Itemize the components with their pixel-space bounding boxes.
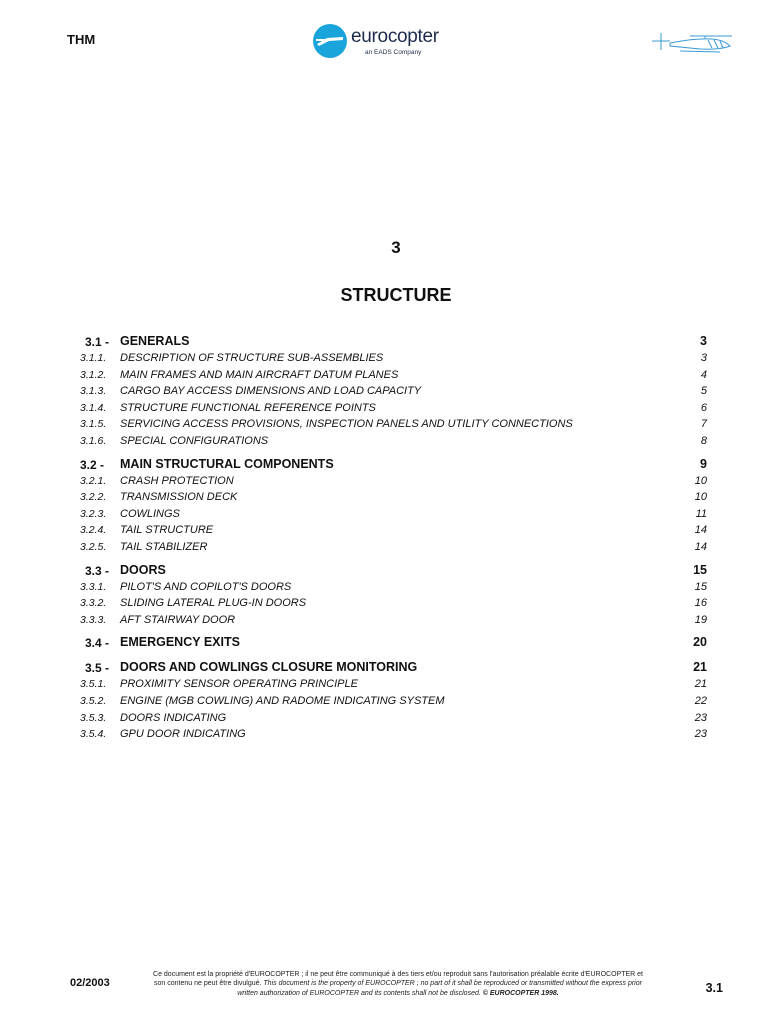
toc-entry[interactable]: [80, 433, 708, 450]
entry-page: 5: [700, 385, 707, 398]
footer-notice: [150, 970, 646, 998]
toc-section[interactable]: [80, 562, 708, 579]
section-page: 15: [693, 562, 707, 577]
entry-title: CRASH PROTECTION: [120, 474, 234, 487]
entry-number: 3.3.1.: [80, 580, 107, 593]
entry-title: ENGINE (MGB COWLING) AND RADOME INDICATING SYSTEM: [120, 694, 445, 707]
entry-title: STRUCTURE FUNCTIONAL REFERENCE POINTS: [120, 401, 376, 414]
entry-page: 3: [700, 352, 707, 364]
entry-number: 3.2.2.: [80, 491, 107, 504]
section-title: EMERGENCY EXITS: [120, 635, 240, 650]
toc-entry[interactable]: [80, 473, 708, 490]
entry-number: 3.1.3.: [80, 385, 107, 398]
section-number: 3.5 -: [85, 661, 110, 676]
toc-entry[interactable]: [80, 416, 708, 433]
entry-page: 7: [700, 418, 707, 431]
entry-title: PROXIMITY SENSOR OPERATING PRINCIPLE: [120, 678, 358, 691]
entry-title: AFT STAIRWAY DOOR: [120, 613, 236, 626]
entry-title: TAIL STRUCTURE: [120, 524, 214, 537]
entry-number: 3.2.3.: [80, 507, 107, 520]
toc-entry[interactable]: [80, 489, 708, 506]
entry-page: 14: [694, 540, 707, 553]
entry-number: 3.1.4.: [80, 401, 107, 414]
entry-page: 11: [695, 507, 707, 520]
section-number: 3.1 -: [85, 335, 110, 349]
entry-page: 23: [694, 711, 707, 724]
helicopter-icon: [650, 28, 734, 58]
section-title: DOORS: [120, 562, 166, 577]
toc-entry[interactable]: [80, 350, 708, 367]
entry-title: SPECIAL CONFIGURATIONS: [120, 434, 269, 447]
section-number: 3.4 -: [85, 636, 110, 651]
entry-page: 14: [694, 524, 707, 537]
entry-title: COWLINGS: [120, 507, 180, 520]
entry-number: 3.1.5.: [80, 418, 107, 431]
toc-section[interactable]: [80, 659, 708, 676]
section-page: 3: [700, 334, 707, 348]
toc-section[interactable]: [80, 333, 708, 350]
toc-entry[interactable]: [80, 539, 708, 556]
toc-entry[interactable]: [80, 595, 708, 612]
entry-number: 3.1.2.: [80, 368, 107, 381]
entry-page: 6: [700, 401, 707, 414]
entry-page: 19: [694, 613, 707, 626]
entry-number: 3.2.4.: [80, 524, 107, 537]
toc-entry[interactable]: [80, 612, 708, 629]
entry-number: 3.1.6.: [80, 434, 107, 447]
entry-number: 3.5.1.: [80, 678, 107, 691]
toc-section[interactable]: [80, 634, 708, 651]
toc-entry[interactable]: [80, 506, 708, 523]
entry-page: 15: [694, 580, 707, 593]
entry-page: 10: [694, 491, 707, 504]
logo-subtitle: an EADS Company: [365, 49, 422, 56]
toc-entry[interactable]: [80, 676, 708, 693]
section-page: 9: [700, 456, 707, 471]
toc-entry[interactable]: [80, 693, 708, 710]
entry-title: CARGO BAY ACCESS DIMENSIONS AND LOAD CAPACITY: [120, 385, 422, 398]
toc-entry[interactable]: [80, 367, 708, 384]
footer-page-number: 3.1: [705, 981, 723, 995]
section-title: DOORS AND COWLINGS CLOSURE MONITORING: [120, 660, 418, 675]
entry-number: 3.2.1.: [80, 474, 107, 487]
entry-number: 3.2.5.: [80, 540, 107, 553]
manual-code: THM: [67, 32, 96, 47]
toc-entry[interactable]: [80, 522, 708, 539]
entry-page: 21: [694, 678, 707, 691]
entry-page: 23: [694, 728, 707, 741]
entry-title: GPU DOOR INDICATING: [120, 728, 246, 741]
toc-entry[interactable]: [80, 579, 708, 596]
entry-title: DESCRIPTION OF STRUCTURE SUB-ASSEMBLIES: [120, 352, 384, 364]
entry-number: 3.5.4.: [80, 728, 107, 741]
notice-french: Ce document est la propriété d'EUROCOPTER ; il ne peut être communiqué à des tiers et/ou reproduit sans l'autorisation préalable écrite d'EUROCOPTER et son contenu ne peut être divulgué.: [153, 971, 643, 988]
entry-title: TAIL STABILIZER: [120, 540, 208, 553]
entry-number: 3.3.3.: [80, 613, 107, 626]
toc-entry[interactable]: [80, 726, 708, 743]
toc-entry[interactable]: [80, 383, 708, 400]
entry-number: 3.5.2.: [80, 694, 107, 707]
entry-title: SERVICING ACCESS PROVISIONS, INSPECTION PANELS AND UTILITY CONNECTIONS: [120, 418, 573, 431]
section-page: 20: [693, 635, 707, 650]
footer-date: 02/2003: [70, 977, 110, 989]
eurocopter-logo: [313, 24, 483, 60]
entry-number: 3.3.2.: [80, 597, 107, 610]
section-title: GENERALS: [120, 334, 190, 348]
section-number: 3.2 -: [80, 457, 105, 472]
toc-entry[interactable]: [80, 400, 708, 417]
notice-copyright: © EUROCOPTER 1998.: [482, 989, 559, 997]
entry-page: 22: [694, 694, 707, 707]
section-title: MAIN STRUCTURAL COMPONENTS: [120, 456, 334, 471]
entry-page: 8: [700, 434, 707, 447]
entry-page: 16: [694, 597, 707, 610]
entry-number: 3.1.1.: [80, 352, 107, 364]
notice-english: This document is the property of EUROCOPTER ; no part of it shall be reproduced or transmitted without the express prior written authorization of EUROCOPTER and its contents shall not be disclosed.: [237, 980, 642, 997]
section-page: 21: [693, 660, 707, 675]
entry-title: SLIDING LATERAL PLUG-IN DOORS: [120, 597, 307, 610]
logo-wordmark: eurocopter: [351, 26, 439, 47]
chapter-number: 3: [391, 238, 401, 257]
logo-disc-icon: [313, 24, 347, 58]
entry-title: DOORS INDICATING: [120, 711, 227, 724]
entry-title: TRANSMISSION DECK: [120, 491, 238, 504]
entry-page: 10: [694, 474, 707, 487]
toc-section[interactable]: [80, 456, 708, 473]
table-of-contents: [80, 333, 708, 743]
entry-page: 4: [700, 368, 707, 381]
entry-number: 3.5.3.: [80, 711, 107, 724]
entry-title: PILOT'S AND COPILOT'S DOORS: [120, 580, 292, 593]
section-number: 3.3 -: [85, 563, 110, 578]
entry-title: MAIN FRAMES AND MAIN AIRCRAFT DATUM PLANES: [120, 368, 399, 381]
toc-entry[interactable]: [80, 710, 708, 727]
chapter-title: STRUCTURE: [340, 285, 452, 305]
